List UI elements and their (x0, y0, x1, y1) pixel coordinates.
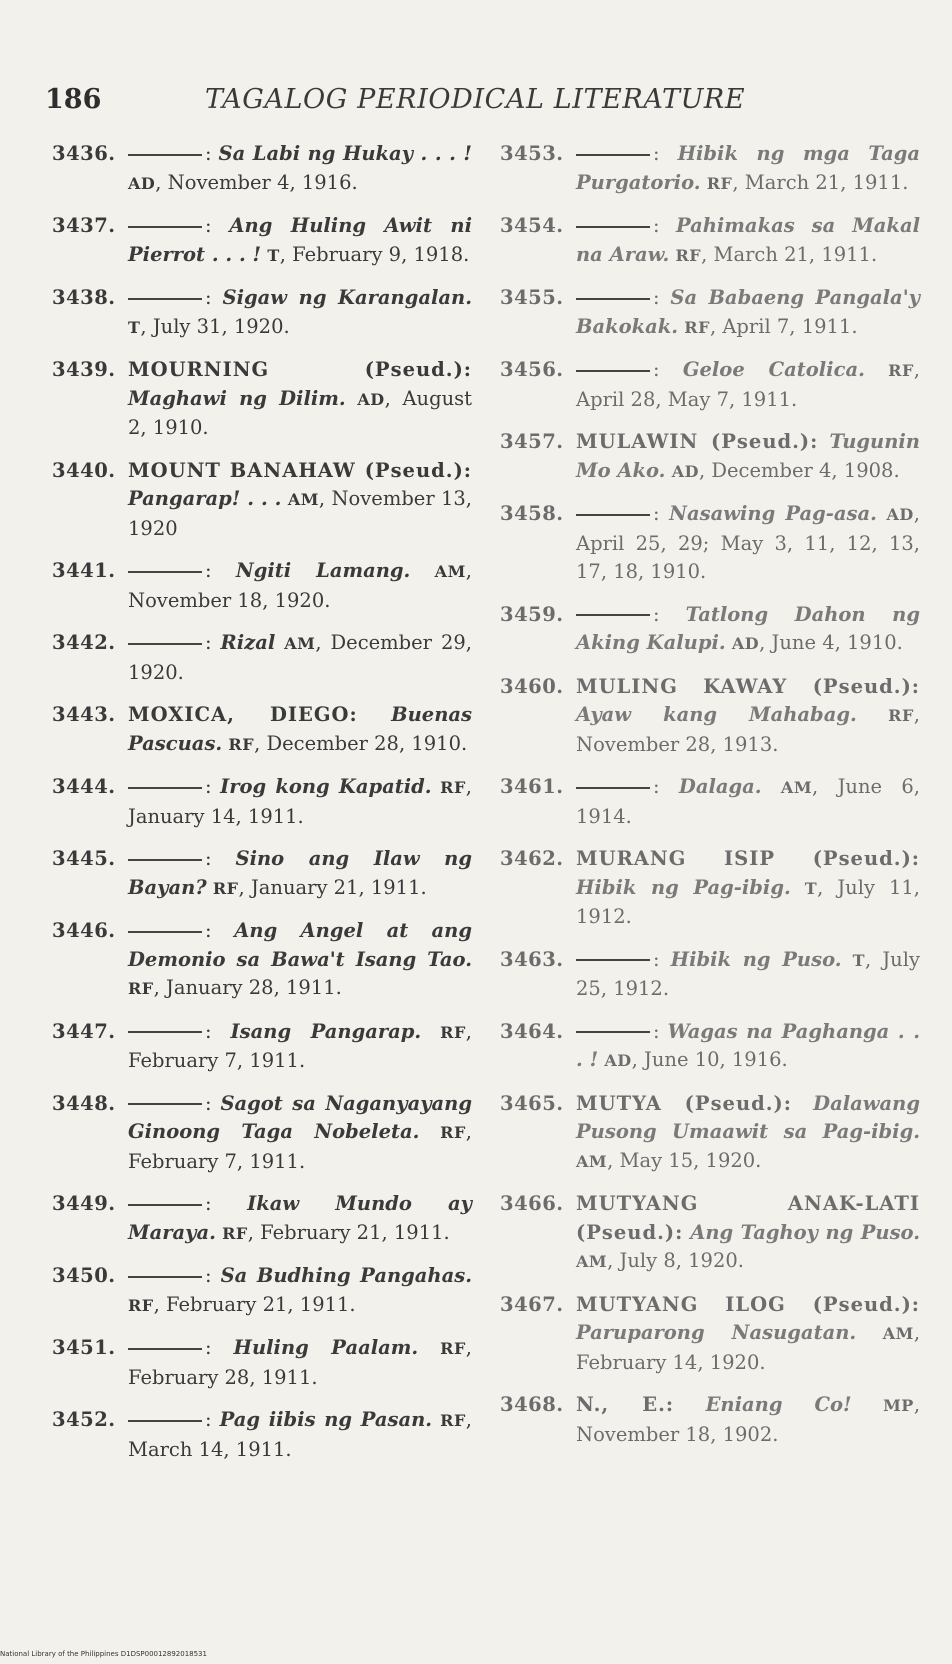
entry-number: 3436. (52, 142, 116, 165)
bibliography-entry: 3459. : Tatlong Dahon ng Aking Kalupi. AD, June 4, 1910. (500, 602, 920, 654)
ditto-dash (576, 370, 650, 372)
entry-source: AM (882, 1324, 914, 1343)
entry-author: MOUNT BANAHAW (Pseud.): (128, 458, 472, 482)
entry-date: April 7, 1911. (722, 314, 858, 338)
entry-date: March 21, 1911. (744, 170, 909, 194)
entry-date: December 4, 1908. (711, 458, 900, 482)
entry-date: May 15, 1920. (619, 1148, 762, 1172)
ditto-dash (128, 226, 202, 228)
entry-source: RF (440, 1123, 466, 1142)
entry-number: 3439. (52, 358, 116, 381)
entry-source: RF (888, 361, 914, 380)
entry-source: RF (675, 245, 702, 265)
entry-title: Hibik ng mga Taga Purgatorio. (576, 142, 920, 194)
entry-number: 3453. (500, 142, 564, 165)
bibliography-entry: 3450. : Sa Budhing Pangahas. RF, February 21, 1911. (52, 1264, 472, 1316)
entry-source: RF (128, 979, 154, 998)
bibliography-entry: 3463. : Hibik ng Puso. T, July 25, 1912. (500, 947, 920, 1000)
entry-date: January 28, 1911. (166, 976, 342, 999)
entry-title: Huling Paalam. (233, 1336, 419, 1359)
bibliography-entry: 3458. : Nasawing Pag-asa. AD, April 25, 29; May 3, 11, 12, 13, 17, 18, 1910. (500, 502, 920, 583)
entry-title: Geloe Catolica. (682, 358, 865, 381)
entry-author: N., E.: (576, 1393, 675, 1416)
entry-number: 3442. (52, 631, 116, 654)
ditto-dash (128, 1103, 202, 1105)
entry-source: AM (287, 490, 319, 509)
bibliography-entry: 3439. MOURNING (Pseud.): Maghawi ng Dilim. AD, August 2, 1910. (52, 358, 472, 439)
ditto-dash (128, 931, 202, 933)
entry-title: Tatlong Dahon ng Aking Kalupi. (576, 602, 920, 654)
entry-source: RF (706, 173, 733, 193)
entry-source: RF (228, 734, 255, 754)
entry-source: AD (128, 173, 156, 193)
entry-title: Ang Huling Awit ni Pierrot . . . ! (128, 214, 472, 266)
entry-title: Irog kong Kapatid. (220, 775, 432, 798)
entry-number: 3466. (500, 1192, 564, 1215)
entry-title: Wagas na Paghanga . . . ! (576, 1019, 920, 1071)
entry-title: Buenas Pascuas. (128, 703, 472, 755)
entry-number: 3441. (52, 559, 116, 582)
entry-title: Ang Angel at ang Demonio sa Bawa't Isang Tao. (128, 919, 472, 971)
entry-title: Isang Pangarap. (230, 1019, 422, 1043)
entry-date: February 28, 1911. (128, 1365, 318, 1389)
entry-date: December 29, 1920. (128, 631, 472, 684)
entry-author: MUTYANG ILOG (Pseud.): (576, 1292, 920, 1316)
entry-number: 3443. (52, 703, 116, 726)
entry-title: Sa Budhing Pangahas. (220, 1264, 472, 1287)
entry-date: August 2, 1910. (128, 386, 472, 439)
left-column (52, 140, 472, 1478)
entry-author: MULING KAWAY (Pseud.): (576, 674, 920, 698)
entry-date: February 21, 1911. (260, 1220, 450, 1244)
entry-title: Paruparong Nasugatan. (576, 1321, 857, 1344)
entry-date: April 25, 29; May 3, 11, 12, 13, 17, 18, 1910. (576, 531, 920, 583)
page-number: 186 (45, 84, 102, 115)
entry-number: 3454. (500, 214, 564, 237)
entry-source: RF (440, 778, 466, 797)
entry-title: Ikaw Mundo ay Maraya. (128, 1192, 472, 1244)
entry-date: June 4, 1910. (771, 631, 903, 654)
entry-number: 3458. (500, 502, 564, 525)
entry-author: MOURNING (Pseud.): (128, 358, 472, 381)
bibliography-entry: 3446. : Ang Angel at ang Demonio sa Bawa't Isang Tao. RF, January 28, 1911. (52, 919, 472, 999)
entry-date: November 28, 1913. (576, 732, 779, 756)
ditto-dash (128, 1348, 202, 1350)
ditto-dash (576, 1031, 650, 1033)
bibliography-entry: 3468. N., E.: Eniang Co! MP, November 18, 1902. (500, 1393, 921, 1446)
entry-number: 3451. (52, 1336, 116, 1359)
bibliography-entry: 3457. MULAWIN (Pseud.): Tugunin Mo Ako. AD, December 4, 1908. (500, 430, 920, 482)
ditto-dash (576, 154, 650, 156)
entry-date: February 9, 1918. (292, 242, 470, 266)
entry-date: July 25, 1912. (576, 947, 920, 1000)
entry-number: 3446. (52, 919, 116, 942)
entry-number: 3444. (52, 775, 116, 798)
entry-number: 3450. (52, 1264, 116, 1287)
bibliography-entry: 3448. : Sagot sa Naganyayang Ginoong Taga Nobeleta. RF, February 7, 1911. (52, 1091, 472, 1173)
bibliography-entry: 3460. MULING KAWAY (Pseud.): Ayaw kang Mahabag. RF, November 28, 1913. (500, 674, 920, 756)
entry-title: Rizal (220, 631, 276, 654)
entry-author: MUTYANG ANAK-LATI (Pseud.): (576, 1192, 920, 1244)
ditto-dash (128, 298, 202, 300)
entry-number: 3467. (500, 1292, 564, 1316)
entry-source: AD (357, 389, 385, 409)
entry-number: 3461. (500, 775, 564, 798)
entry-number: 3463. (500, 947, 564, 971)
entry-source: RF (684, 317, 710, 337)
entry-title: Dalawang Pusong Umaawit sa Pag-ibig. (576, 1091, 920, 1143)
entry-source: AM (780, 778, 813, 797)
ditto-dash (128, 1204, 202, 1206)
entry-source: RF (222, 1223, 248, 1243)
bibliography-entry: 3462. MURANG ISIP (Pseud.): Hibik ng Pag-ibig. T, July 11, 1912. (500, 847, 920, 928)
entry-title: Eniang Co! (705, 1393, 852, 1416)
ditto-dash (576, 614, 650, 616)
entry-title: Sagot sa Naganyayang Ginoong Taga Nobeleta. (128, 1091, 472, 1143)
bibliography-entry: 3464. : Wagas na Paghanga . . . ! AD, June 10, 1916. (500, 1019, 920, 1071)
bibliography-entry: 3443. MOXICA, DIEGO: Buenas Pascuas. RF, December 28, 1910. (52, 703, 472, 755)
entry-number: 3449. (52, 1192, 116, 1215)
entry-date: June 10, 1916. (644, 1048, 788, 1071)
bibliography-entry: 3456. : Geloe Catolica. RF, April 28, May 7, 1911. (500, 358, 920, 411)
entry-title: Hibik ng Puso. (670, 947, 842, 971)
entry-date: January 21, 1911. (250, 875, 427, 899)
entry-source: RF (440, 1022, 466, 1042)
entry-number: 3452. (52, 1408, 116, 1431)
entry-source: T (804, 878, 818, 898)
entry-date: July 11, 1912. (576, 875, 920, 928)
entry-number: 3465. (500, 1091, 564, 1115)
ditto-dash (128, 1031, 202, 1033)
entry-source: RF (440, 1339, 466, 1358)
entry-title: Dalaga. (678, 775, 762, 798)
entry-source: T (852, 950, 866, 970)
entry-title: Ang Taghoy ng Puso. (690, 1220, 921, 1244)
bibliography-entry: 3442. : Rizal AM, December 29, 1920. (52, 631, 472, 684)
ditto-dash (576, 226, 650, 228)
entry-date: November 13, 1920 (128, 487, 473, 540)
entry-date: November 18, 1902. (576, 1422, 779, 1446)
entry-number: 3459. (500, 602, 564, 626)
entry-title: Nasawing Pag-asa. (669, 502, 877, 525)
entry-title: Ngiti Lamang. (235, 559, 411, 582)
right-column (500, 140, 920, 1463)
ditto-dash (128, 154, 202, 156)
entry-date: November 4, 1916. (167, 170, 358, 194)
entry-source: AD (604, 1051, 632, 1070)
entry-source: RF (440, 1411, 466, 1430)
bibliography-entry: 3440. MOUNT BANAHAW (Pseud.): Pangarap! . . . AM, November 13, 1920 (52, 458, 473, 540)
ditto-dash (576, 514, 650, 516)
entry-source: T (128, 317, 141, 337)
entry-source: RF (888, 706, 914, 725)
entry-number: 3447. (52, 1019, 116, 1043)
ditto-dash (576, 787, 650, 789)
ditto-dash (128, 787, 202, 789)
entry-title: Ayaw kang Mahabag. (576, 703, 857, 726)
entry-date: February 7, 1911. (128, 1049, 306, 1072)
bibliography-entry: 3441. : Ngiti Lamang. AM, November 18, 1920. (52, 559, 472, 612)
entry-date: November 18, 1920. (128, 588, 331, 612)
entry-number: 3437. (52, 214, 116, 237)
running-head: TAGALOG PERIODICAL LITERATURE (205, 84, 746, 115)
entry-source: AM (284, 634, 316, 653)
entry-source: AM (576, 1151, 608, 1171)
bibliography-entry: 3437. : Ang Huling Awit ni Pierrot . . . ! T, February 9, 1918. (52, 214, 472, 266)
entry-source: MP (883, 1396, 914, 1415)
entry-title: Hibik ng Pag-ibig. (576, 875, 791, 899)
entry-date: February 7, 1911. (128, 1149, 306, 1173)
entry-number: 3445. (52, 847, 116, 870)
ditto-dash (128, 859, 202, 861)
entry-title: Tugunin Mo Ako. (576, 430, 920, 482)
entry-date: January 14, 1911. (128, 804, 304, 828)
entry-source: AM (434, 562, 466, 581)
entry-number: 3464. (500, 1019, 564, 1043)
bibliography-entry: 3438. : Sigaw ng Karangalan. T, July 31, 1920. (52, 286, 472, 338)
entry-author: MURANG ISIP (Pseud.): (576, 847, 920, 870)
entry-author: MOXICA, DIEGO: (128, 703, 358, 726)
bibliography-entry: 3449. : Ikaw Mundo ay Maraya. RF, February 21, 1911. (52, 1192, 472, 1244)
entry-number: 3455. (500, 286, 564, 309)
entry-number: 3460. (500, 674, 564, 698)
ditto-dash (576, 959, 650, 961)
entry-number: 3440. (52, 458, 116, 482)
entry-source: AD (886, 505, 914, 524)
bibliography-entry: 3466. MUTYANG ANAK-LATI (Pseud.): Ang Taghoy ng Puso. AM, July 8, 1920. (500, 1192, 921, 1272)
entry-date: July 8, 1920. (619, 1249, 744, 1272)
entry-date: February 21, 1911. (166, 1292, 356, 1316)
entry-date: December 28, 1910. (266, 731, 468, 755)
bibliography-entry: 3453. : Hibik ng mga Taga Purgatorio. RF, March 21, 1911. (500, 142, 920, 194)
entry-number: 3462. (500, 847, 564, 870)
entry-source: AD (731, 634, 760, 653)
bibliography-entry: 3436. : Sa Labi ng Hukay . . . ! AD, November 4, 1916. (52, 142, 472, 194)
entry-number: 3448. (52, 1091, 116, 1115)
entry-title: Pag iibis ng Pasan. (219, 1408, 433, 1431)
bibliography-entry: 3454. : Pahimakas sa Makal na Araw. RF, March 21, 1911. (500, 214, 920, 266)
entry-number: 3468. (500, 1393, 564, 1416)
bibliography-entry: 3444. : Irog kong Kapatid. RF, January 14, 1911. (52, 775, 472, 828)
entry-source: T (267, 245, 280, 265)
bibliography-entry: 3445. : Sino ang Ilaw ng Bayan? RF, January 21, 1911. (52, 847, 472, 899)
entry-title: Sigaw ng Karangalan. (222, 286, 472, 309)
entry-date: April 28, May 7, 1911. (576, 387, 798, 411)
entry-source: AD (671, 461, 699, 481)
entry-date: June 6, 1914. (576, 775, 920, 828)
entry-date: February 14, 1920. (576, 1350, 766, 1374)
entry-title: Maghawi ng Dilim. (128, 386, 346, 410)
entry-title: Pahimakas sa Makal na Araw. (576, 214, 920, 266)
entry-title: Sino ang Ilaw ng Bayan? (128, 847, 472, 899)
bibliography-entry: 3461. : Dalaga. AM, June 6, 1914. (500, 775, 920, 828)
bibliography-entry: 3465. MUTYA (Pseud.): Dalawang Pusong Umaawit sa Pag-ibig. AM, May 15, 1920. (500, 1091, 920, 1172)
entry-number: 3438. (52, 286, 116, 309)
entry-title: Sa Babaeng Pangala'y Bakokak. (576, 286, 920, 338)
entry-source: RF (212, 878, 239, 898)
entry-date: March 21, 1911. (713, 242, 878, 266)
ditto-dash (128, 1420, 202, 1422)
bibliography-entry: 3451. : Huling Paalam. RF, February 28, 1911. (52, 1336, 472, 1389)
entry-date: July 31, 1920. (152, 314, 290, 338)
entry-source: AM (576, 1252, 608, 1271)
ditto-dash (128, 1276, 202, 1278)
entry-title: Sa Labi ng Hukay . . . ! (218, 142, 472, 165)
bibliography-entry: 3447. : Isang Pangarap. RF, February 7, 1911. (52, 1019, 472, 1072)
entry-author: MUTYA (Pseud.): (576, 1091, 792, 1115)
entry-date: March 14, 1911. (128, 1437, 292, 1461)
ditto-dash (128, 643, 202, 645)
entry-number: 3457. (500, 430, 564, 453)
entry-source: RF (128, 1295, 154, 1315)
ditto-dash (128, 571, 202, 573)
bibliography-entry: 3467. MUTYANG ILOG (Pseud.): Paruparong Nasugatan. AM, February 14, 1920. (500, 1292, 921, 1374)
bibliography-entry: 3455. : Sa Babaeng Pangala'y Bakokak. RF, April 7, 1911. (500, 286, 920, 338)
ditto-dash (576, 298, 650, 300)
footer-scan-credit: National Library of the Philippines D1DSP00012892018531 (0, 1650, 207, 1658)
entry-number: 3456. (500, 358, 564, 381)
entry-author: MULAWIN (Pseud.): (576, 430, 819, 453)
bibliography-entry: 3452. : Pag iibis ng Pasan. RF, March 14, 1911. (52, 1408, 472, 1461)
entry-title: Pangarap! . . . (128, 487, 282, 510)
